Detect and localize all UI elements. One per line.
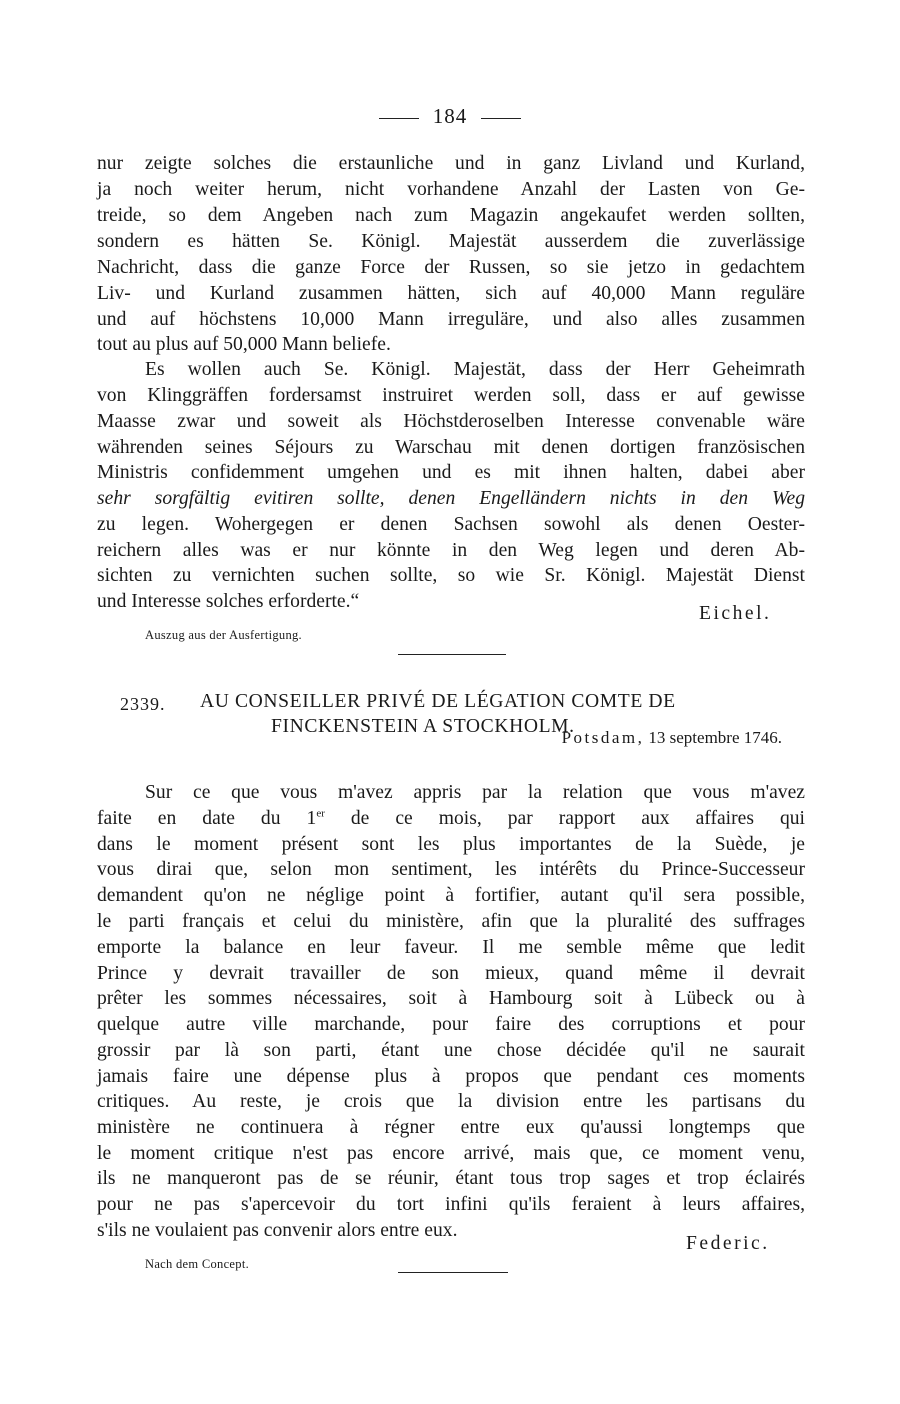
letter1-line: ja noch weiter herum, nicht vorhandene Anzahl der Lasten von Ge-: [97, 179, 805, 200]
letter1-line: von Klinggräffen fordersamst instruiret werden soll, dass er auf gewisse: [97, 385, 805, 406]
letter1-line: währenden seines Séjours zu Warschau mit denen dortigen französischen: [97, 437, 805, 458]
document-number: 2339.: [120, 694, 166, 714]
letter1-line: Liv- und Kurland zusammen hätten, sich auf 40,000 Mann reguläre: [97, 283, 805, 304]
letter1-line: treide, so dem Angeben nach zum Magazin angekaufet werden sollten,: [97, 205, 805, 226]
document-title-line1: AU CONSEILLER PRIVÉ DE LÉGATION COMTE DE: [200, 691, 676, 712]
page-number-dash-left: [379, 118, 419, 119]
letter2-line: demandent qu'on ne néglige point à fortifier, autant qu'il sera possible,: [97, 885, 805, 906]
letter1-line: Ministris confidemment umgehen und es mit ihnen halten, dabei aber: [97, 462, 805, 483]
letter2-line: grossir par là son parti, étant une chose décidée qu'il ne saurait: [97, 1040, 805, 1061]
letter1-line: sehr sorgfältig evitiren sollte, denen Engelländern nichts in den Weg: [97, 488, 805, 509]
letter1-line: Maasse zwar und soweit als Höchstderoselben Interesse convenable wäre: [97, 411, 805, 432]
document-place: Potsdam,: [561, 728, 645, 747]
letter2-line: Prince y devrait travailler de son mieux, quand même il devrait: [97, 963, 805, 984]
letter1-line: tout au plus auf 50,000 Mann beliefe.: [97, 334, 391, 355]
letter1-line: zu legen. Wohergegen er denen Sachsen sowohl als denen Oester-: [97, 514, 805, 535]
letter2-line2-start: faite en date du 1: [97, 808, 317, 829]
letter1-line: reichern alles was er nur könnte in den Weg legen und deren Ab-: [97, 540, 805, 561]
letter2-line: ils ne manqueront pas de se réunir, étant tous trop sages et trop éclairés: [97, 1168, 805, 1189]
letter2-signature: Federic.: [686, 1233, 770, 1254]
section-divider: [398, 1272, 508, 1273]
letter2-line: dans le moment présent sont les plus importantes de la Suède, je: [97, 834, 805, 855]
letter1-signature: Eichel.: [699, 603, 772, 624]
letter2-line: s'ils ne voulaient pas convenir alors entre eux.: [97, 1220, 458, 1241]
page-number: [0, 104, 900, 129]
letter1-line: und auf höchstens 10,000 Mann irreguläre, und also alles zusammen: [97, 309, 805, 330]
letter1-line: Nachricht, dass die ganze Force der Russen, so sie jetzo in gedachtem: [97, 257, 805, 278]
document-title-line2: FINCKENSTEIN A STOCKHOLM.: [271, 716, 575, 737]
letter2-line: ministère ne continuera à régner entre eux qu'aussi longtemps que: [97, 1117, 805, 1138]
letter2-line: critiques. Au reste, je crois que la division entre les partisans du: [97, 1091, 805, 1112]
letter2-line: le parti français et celui du ministère, afin que la pluralité des suffrages: [97, 911, 805, 932]
letter2-line: pour ne pas s'apercevoir du tort infini qu'ils feraient à leurs affaires,: [97, 1194, 805, 1215]
letter1-source-note: Auszug aus der Ausfertigung.: [145, 628, 302, 642]
letter1-line: sondern es hätten Se. Königl. Majestät ausserdem die zuverlässige: [97, 231, 805, 252]
letter2-line2-end: de ce mois, par rapport aux affaires qui: [324, 808, 806, 829]
letter2-line: quelque autre ville marchande, pour faire des corruptions et pour: [97, 1014, 805, 1035]
letter2-line: [97, 806, 805, 832]
letter1-line: sichten zu vernichten suchen sollte, so wie Sr. Königl. Majestät Dienst: [97, 565, 805, 586]
letter2-line: prêter les sommes nécessaires, soit à Hambourg soit à Lübeck ou à: [97, 988, 805, 1009]
letter2-line: emporte la balance en leur faveur. Il me semble même que ledit: [97, 937, 805, 958]
letter2-source-note: Nach dem Concept.: [145, 1257, 250, 1271]
letter2-line: le moment critique n'est pas encore arrivé, mais que, ce moment venu,: [97, 1143, 805, 1164]
document-date: 13 septembre 1746.: [648, 728, 782, 747]
letter1-line: Es wollen auch Se. Königl. Majestät, dass der Herr Geheimrath: [145, 359, 805, 380]
section-divider: [398, 654, 506, 655]
letter2-line: vous dirai que, selon mon sentiment, les intérêts du Prince-Successeur: [97, 859, 805, 880]
letter2-line: jamais faire une dépense plus à propos que pendant ces moments: [97, 1066, 805, 1087]
letter1-line: und Interesse solches erforderte.“: [97, 591, 360, 612]
letter2-line: Sur ce que vous m'avez appris par la relation que vous m'avez: [145, 782, 805, 803]
letter1-line: nur zeigte solches die erstaunliche und in ganz Livland und Kurland,: [97, 153, 805, 174]
ordinal-superscript: er: [316, 807, 325, 820]
page-number-dash-right: [481, 118, 521, 119]
document-dateline: [562, 728, 782, 748]
page-number-text: 184: [432, 104, 468, 128]
